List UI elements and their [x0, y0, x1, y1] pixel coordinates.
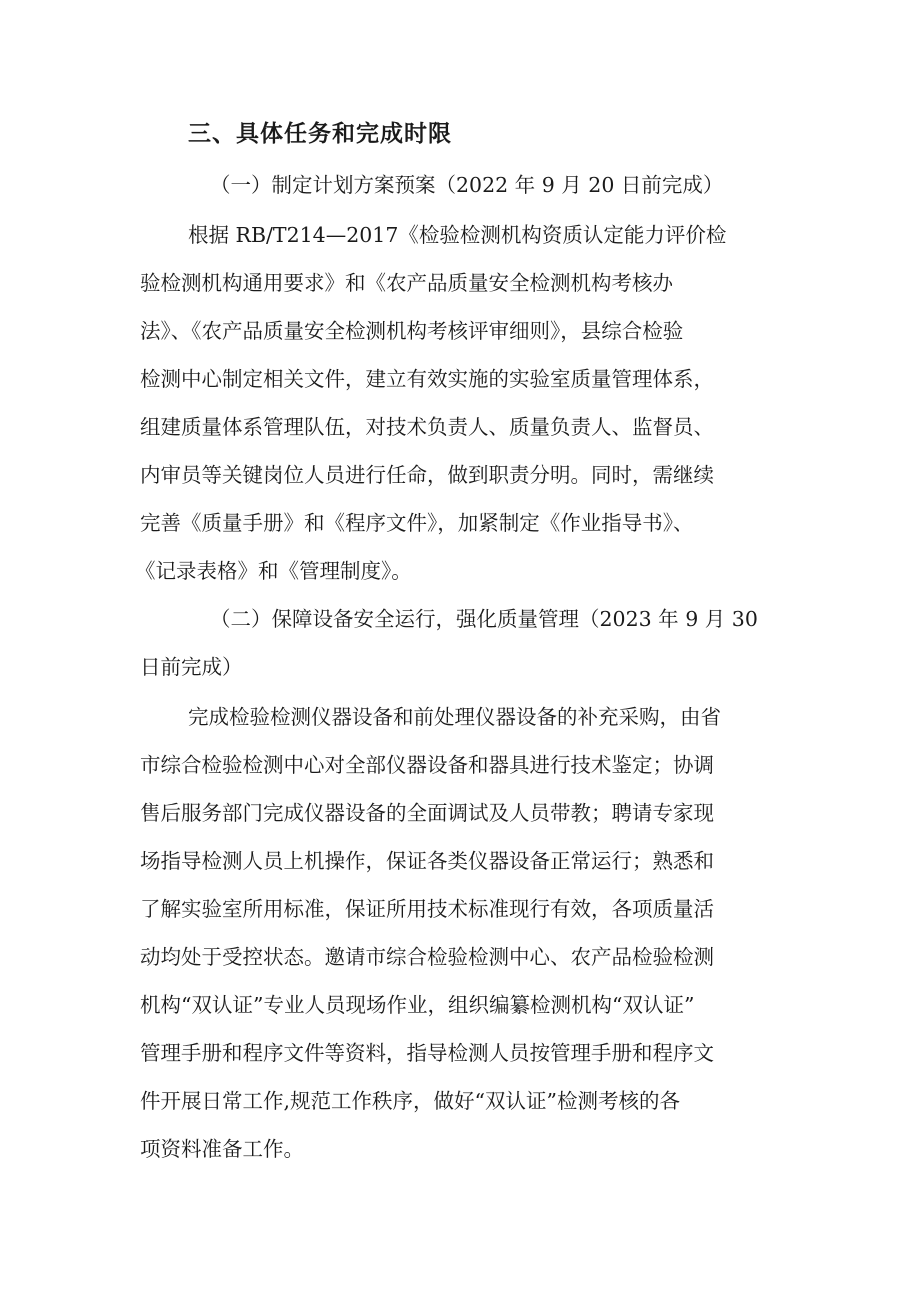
paragraph-2-line: 机构“双认证”专业人员现场作业，组织编纂检测机构“双认证”	[140, 993, 695, 1017]
paragraph-1-line: 根据 RB/T214—2017《检验检测机构资质认定能力评价检	[188, 223, 727, 247]
paragraph-1-line: 组建质量体系管理队伍，对技术负责人、质量负责人、监督员、	[140, 415, 714, 439]
paragraph-2-line: 件开展日常工作,规范工作秩序，做好“双认证”检测考核的各	[140, 1089, 680, 1113]
paragraph-1-line: 法》、《农产品质量安全检测机构考核评审细则》，县综合检验	[140, 319, 684, 343]
subsection-2-title-continued: 日前完成）	[140, 655, 243, 679]
paragraph-1-line: 完善《质量手册》和《程序文件》，加紧制定《作业指导书》、	[140, 511, 694, 535]
paragraph-2-line: 管理手册和程序文件等资料，指导检测人员按管理手册和程序文	[140, 1041, 714, 1065]
paragraph-2-line: 市综合检验检测中心对全部仪器设备和器具进行技术鉴定；协调	[140, 753, 714, 777]
paragraph-1-line: 《记录表格》和《管理制度》。	[135, 559, 412, 583]
paragraph-1-line: 检测中心制定相关文件，建立有效实施的实验室质量管理体系，	[140, 367, 714, 391]
paragraph-2-line: 完成检验检测仪器设备和前处理仪器设备的补充采购，由省	[188, 705, 721, 729]
paragraph-2-line: 场指导检测人员上机操作，保证各类仪器设备正常运行；熟悉和	[140, 849, 714, 873]
paragraph-1-line: 内审员等关键岗位人员进行任命，做到职责分明。同时，需继续	[140, 463, 714, 487]
subsection-2-title: （二）保障设备安全运行，强化质量管理（2023 年 9 月 30	[210, 607, 758, 631]
paragraph-2-line: 动均处于受控状态。邀请市综合检验检测中心、农产品检验检测	[140, 945, 714, 969]
paragraph-2-line: 了解实验室所用标准，保证所用技术标准现行有效，各项质量活	[140, 897, 714, 921]
paragraph-1-line: 验检测机构通用要求》和《农产品质量安全检测机构考核办	[140, 271, 673, 295]
paragraph-2-line: 项资料准备工作。	[140, 1137, 304, 1161]
subsection-1-title: （一）制定计划方案预案（2022 年 9 月 20 日前完成）	[210, 173, 724, 197]
section-heading: 三、具体任务和完成时限	[188, 121, 452, 147]
paragraph-2-line: 售后服务部门完成仪器设备的全面调试及人员带教；聘请专家现	[140, 801, 714, 825]
